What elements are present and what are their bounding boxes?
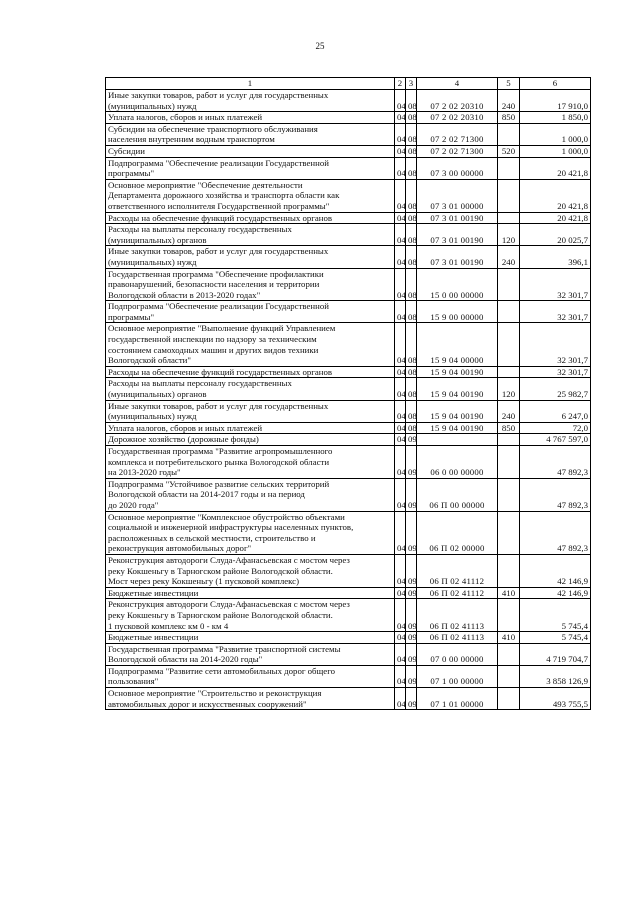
row-name-line: Основное мероприятие "Выполнение функций Управлением: [108, 323, 336, 334]
row-name-line: Департамента дорожного хозяйства и транспорта области как: [108, 190, 340, 201]
expense-type-cell: 120: [498, 378, 520, 400]
table-row: [106, 90, 591, 112]
table-row: [106, 643, 591, 665]
subsection-code-cell: 08: [406, 378, 417, 400]
row-name-line: пользования": [108, 676, 159, 687]
expense-type-cell: [498, 323, 520, 366]
section-code-cell: 04: [395, 224, 406, 246]
target-article-cell: 06 П 02 41113: [417, 599, 498, 632]
expense-type-cell: [498, 434, 520, 446]
row-name-cell: [106, 157, 395, 179]
target-article-cell: 15 9 04 00190: [417, 400, 498, 422]
row-name-cell: [106, 400, 395, 422]
row-name-cell: [106, 212, 395, 224]
expense-type-cell: [498, 643, 520, 665]
amount-cell: 47 892,3: [520, 511, 591, 554]
row-name-line: до 2020 года": [108, 499, 159, 510]
expense-type-cell: [498, 554, 520, 587]
section-code-cell: 04: [395, 157, 406, 179]
row-name-line: правонарушений, безопасности населения и территории: [108, 279, 320, 290]
table-row: [106, 224, 591, 246]
expense-type-cell: 240: [498, 90, 520, 112]
target-article-cell: 06 П 02 41112: [417, 554, 498, 587]
subsection-code-cell: 09: [406, 511, 417, 554]
target-article-cell: 15 9 04 00000: [417, 323, 498, 366]
row-name-cell: [106, 665, 395, 687]
table-row: [106, 587, 591, 599]
target-article-cell: 07 2 02 71300: [417, 145, 498, 157]
subsection-code-cell: 09: [406, 434, 417, 446]
table-row: [106, 478, 591, 511]
target-article-cell: 06 П 02 00000: [417, 511, 498, 554]
row-name-line: Бюджетные инвестиции: [108, 587, 199, 598]
row-name-line: Субсидии на обеспечение транспортного обслуживания: [108, 123, 318, 134]
section-code-cell: 04: [395, 632, 406, 644]
subsection-code-cell: 08: [406, 366, 417, 378]
table-row: [106, 323, 591, 366]
amount-cell: 1 000,0: [520, 145, 591, 157]
section-code-cell: 04: [395, 90, 406, 112]
section-code-cell: 04: [395, 301, 406, 323]
subsection-code-cell: 08: [406, 224, 417, 246]
table-row: [106, 157, 591, 179]
row-name-line: расположенных в сельской местности, строительство и: [108, 532, 316, 543]
row-name-line: ответственного исполнителя Государственной программы": [108, 200, 330, 211]
target-article-cell: 06 П 02 41112: [417, 587, 498, 599]
row-name-line: 1 пусковой комплекс км 0 - км 4: [108, 620, 229, 631]
row-name-line: Вологодской области на 2014-2017 годы и на период: [108, 489, 305, 500]
subsection-code-cell: 09: [406, 446, 417, 479]
table-row: [106, 301, 591, 323]
section-code-cell: 04: [395, 665, 406, 687]
target-article-cell: 06 П 00 00000: [417, 478, 498, 511]
section-code-cell: 04: [395, 587, 406, 599]
expense-type-cell: 410: [498, 587, 520, 599]
section-code-cell: 04: [395, 478, 406, 511]
row-name-line: Иные закупки товаров, работ и услуг для государственных: [108, 246, 329, 257]
subsection-code-cell: 08: [406, 323, 417, 366]
amount-cell: 32 301,7: [520, 323, 591, 366]
header-col-6: 6: [520, 78, 591, 90]
expense-type-cell: [498, 599, 520, 632]
table-row: [106, 434, 591, 446]
row-name-line: Расходы на выплаты персоналу государственных: [108, 224, 292, 235]
target-article-cell: 15 9 04 00190: [417, 422, 498, 434]
subsection-code-cell: 08: [406, 179, 417, 212]
row-name-cell: [106, 688, 395, 710]
row-name-cell: [106, 323, 395, 366]
target-article-cell: 07 3 01 00000: [417, 179, 498, 212]
section-code-cell: 04: [395, 643, 406, 665]
row-name-line: автомобильных дорог и искусственных сооружений": [108, 698, 307, 709]
subsection-code-cell: 08: [406, 268, 417, 301]
header-row: [106, 78, 591, 90]
expense-type-cell: 850: [498, 112, 520, 124]
target-article-cell: 06 П 02 41113: [417, 632, 498, 644]
page-number: 25: [315, 41, 325, 51]
row-name-cell: [106, 587, 395, 599]
amount-cell: 5 745,4: [520, 632, 591, 644]
row-name-line: Подпрограмма "Устойчивое развитие сельских территорий: [108, 478, 330, 489]
amount-cell: 42 146,9: [520, 587, 591, 599]
row-name-cell: [106, 478, 395, 511]
row-name-cell: [106, 224, 395, 246]
target-article-cell: 07 3 01 00190: [417, 224, 498, 246]
section-code-cell: 04: [395, 366, 406, 378]
section-code-cell: 04: [395, 179, 406, 212]
expense-type-cell: 410: [498, 632, 520, 644]
expense-type-cell: [498, 301, 520, 323]
row-name-line: Основное мероприятие "Строительство и реконструкция: [108, 688, 322, 699]
expense-type-cell: [498, 212, 520, 224]
table-row: [106, 212, 591, 224]
row-name-cell: [106, 112, 395, 124]
section-code-cell: 04: [395, 422, 406, 434]
row-name-line: Реконструкция автодороги Слуда-Афанасьевская с мостом через: [108, 554, 350, 565]
row-name-cell: [106, 632, 395, 644]
row-name-line: реку Кокшеньгу в Тарногском районе Вологодской области.: [108, 609, 333, 620]
amount-cell: 47 892,3: [520, 446, 591, 479]
row-name-line: Реконструкция автодороги Слуда-Афанасьевская с мостом через: [108, 599, 350, 610]
subsection-code-cell: 09: [406, 587, 417, 599]
section-code-cell: 04: [395, 688, 406, 710]
section-code-cell: 04: [395, 323, 406, 366]
row-name-line: социальной и инженерной инфраструктуры населенных пунктов,: [108, 522, 354, 533]
row-name-line: Государственная программа "Обеспечение профилактики: [108, 268, 324, 279]
amount-cell: 3 858 126,9: [520, 665, 591, 687]
row-name-cell: [106, 511, 395, 554]
subsection-code-cell: 08: [406, 123, 417, 145]
subsection-code-cell: 09: [406, 643, 417, 665]
row-name-line: (муниципальных) нужд: [108, 100, 197, 111]
expense-type-cell: [498, 179, 520, 212]
amount-cell: 32 301,7: [520, 366, 591, 378]
expense-type-cell: [498, 511, 520, 554]
subsection-code-cell: 08: [406, 301, 417, 323]
table-row: [106, 179, 591, 212]
row-name-cell: [106, 434, 395, 446]
row-name-cell: [106, 246, 395, 268]
row-name-cell: [106, 643, 395, 665]
expense-type-cell: [498, 157, 520, 179]
budget-table: [105, 77, 591, 710]
row-name-line: Дорожное хозяйство (дорожные фонды): [108, 434, 259, 445]
row-name-cell: [106, 554, 395, 587]
row-name-line: (муниципальных) органов: [108, 234, 207, 245]
amount-cell: 6 247,0: [520, 400, 591, 422]
row-name-line: программы": [108, 168, 155, 179]
amount-cell: 1 000,0: [520, 123, 591, 145]
row-name-cell: [106, 378, 395, 400]
section-code-cell: 04: [395, 145, 406, 157]
amount-cell: 32 301,7: [520, 268, 591, 301]
amount-cell: 4 719 704,7: [520, 643, 591, 665]
expense-type-cell: 240: [498, 400, 520, 422]
subsection-code-cell: 08: [406, 422, 417, 434]
target-article-cell: 07 2 02 20310: [417, 112, 498, 124]
row-name-line: (муниципальных) нужд: [108, 411, 197, 422]
expense-type-cell: 850: [498, 422, 520, 434]
row-name-line: Подпрограмма "Обеспечение реализации Государственной: [108, 301, 329, 312]
row-name-cell: [106, 145, 395, 157]
table-row: [106, 422, 591, 434]
row-name-line: Государственная программа "Развитие агропромышленного: [108, 446, 333, 456]
row-name-cell: [106, 301, 395, 323]
row-name-line: Государственная программа "Развитие транспортной системы: [108, 643, 341, 654]
row-name-line: Иные закупки товаров, работ и услуг для государственных: [108, 400, 329, 411]
target-article-cell: 15 0 00 00000: [417, 268, 498, 301]
section-code-cell: 04: [395, 400, 406, 422]
section-code-cell: 04: [395, 268, 406, 301]
amount-cell: 32 301,7: [520, 301, 591, 323]
amount-cell: 493 755,5: [520, 688, 591, 710]
row-name-line: Иные закупки товаров, работ и услуг для государственных: [108, 90, 329, 100]
row-name-line: населения внутренним водным транспортом: [108, 134, 275, 145]
table-row: [106, 366, 591, 378]
row-name-line: Мост через реку Кокшеньгу (1 пусковой комплекс): [108, 576, 300, 587]
subsection-code-cell: 09: [406, 688, 417, 710]
row-name-line: государственной инспекции по надзору за техническим: [108, 334, 317, 345]
row-name-line: (муниципальных) органов: [108, 389, 207, 400]
row-name-line: Вологодской области в 2013-2020 годах": [108, 289, 261, 300]
section-code-cell: 04: [395, 112, 406, 124]
row-name-line: Расходы на выплаты персоналу государственных: [108, 378, 292, 389]
row-name-line: Подпрограмма "Обеспечение реализации Государственной: [108, 157, 329, 168]
target-article-cell: 15 9 04 00190: [417, 366, 498, 378]
row-name-line: Уплата налогов, сборов и иных платежей: [108, 112, 263, 123]
section-code-cell: 04: [395, 554, 406, 587]
amount-cell: 5 745,4: [520, 599, 591, 632]
amount-cell: 20 421,8: [520, 157, 591, 179]
expense-type-cell: 240: [498, 246, 520, 268]
amount-cell: 4 767 597,0: [520, 434, 591, 446]
table-row: [106, 123, 591, 145]
amount-cell: 1 850,0: [520, 112, 591, 124]
target-article-cell: 07 0 00 00000: [417, 643, 498, 665]
expense-type-cell: [498, 446, 520, 479]
header-col-2: 2: [395, 78, 406, 90]
target-article-cell: 07 3 00 00000: [417, 157, 498, 179]
row-name-cell: [106, 123, 395, 145]
subsection-code-cell: 08: [406, 246, 417, 268]
row-name-cell: [106, 599, 395, 632]
subsection-code-cell: 09: [406, 599, 417, 632]
section-code-cell: 04: [395, 246, 406, 268]
row-name-line: Бюджетные инвестиции: [108, 632, 199, 643]
table-row: [106, 599, 591, 632]
table-row: [106, 554, 591, 587]
amount-cell: 20 421,8: [520, 212, 591, 224]
subsection-code-cell: 08: [406, 112, 417, 124]
table-row: [106, 446, 591, 479]
subsection-code-cell: 08: [406, 212, 417, 224]
row-name-line: Основное мероприятие "Обеспечение деятельности: [108, 179, 303, 190]
row-name-line: комплекса и потребительского рынка Вологодской области: [108, 456, 330, 467]
subsection-code-cell: 08: [406, 157, 417, 179]
row-name-cell: [106, 268, 395, 301]
row-name-line: Уплата налогов, сборов и иных платежей: [108, 422, 263, 433]
row-name-line: на 2013-2020 годы": [108, 467, 181, 478]
row-name-line: реку Кокшеньгу в Тарногском районе Вологодской области.: [108, 565, 333, 576]
section-code-cell: 04: [395, 446, 406, 479]
amount-cell: 20 025,7: [520, 224, 591, 246]
row-name-line: Основное мероприятие "Комплексное обустройство объектами: [108, 511, 345, 522]
subsection-code-cell: 08: [406, 400, 417, 422]
row-name-cell: [106, 366, 395, 378]
amount-cell: 396,1: [520, 246, 591, 268]
table-body: [106, 90, 591, 710]
table-row: [106, 400, 591, 422]
row-name-cell: [106, 179, 395, 212]
expense-type-cell: [498, 123, 520, 145]
row-name-cell: [106, 422, 395, 434]
section-code-cell: 04: [395, 123, 406, 145]
row-name-line: Расходы на обеспечение функций государственных органов: [108, 212, 333, 223]
subsection-code-cell: 08: [406, 145, 417, 157]
target-article-cell: 15 9 00 00000: [417, 301, 498, 323]
amount-cell: 47 892,3: [520, 478, 591, 511]
target-article-cell: 07 3 01 00190: [417, 212, 498, 224]
subsection-code-cell: 09: [406, 554, 417, 587]
expense-type-cell: [498, 268, 520, 301]
table-row: [106, 112, 591, 124]
section-code-cell: 04: [395, 212, 406, 224]
amount-cell: 25 982,7: [520, 378, 591, 400]
table-row: [106, 268, 591, 301]
row-name-line: программы": [108, 311, 155, 322]
subsection-code-cell: 09: [406, 665, 417, 687]
target-article-cell: [417, 434, 498, 446]
section-code-cell: 04: [395, 434, 406, 446]
expense-type-cell: [498, 665, 520, 687]
row-name-line: (муниципальных) нужд: [108, 256, 197, 267]
amount-cell: 20 421,8: [520, 179, 591, 212]
table-row: [106, 688, 591, 710]
target-article-cell: 15 9 04 00190: [417, 378, 498, 400]
row-name-cell: [106, 446, 395, 479]
subsection-code-cell: 08: [406, 90, 417, 112]
target-article-cell: 07 2 02 20310: [417, 90, 498, 112]
row-name-line: состоянием самоходных машин и других видов техники: [108, 344, 319, 355]
row-name-line: Субсидии: [108, 145, 145, 156]
subsection-code-cell: 09: [406, 478, 417, 511]
expense-type-cell: [498, 478, 520, 511]
table-row: [106, 665, 591, 687]
row-name-line: Вологодской области на 2014-2020 годы": [108, 654, 263, 665]
header-col-1: 1: [106, 78, 395, 90]
section-code-cell: 04: [395, 511, 406, 554]
target-article-cell: 07 2 02 71300: [417, 123, 498, 145]
header-col-5: 5: [498, 78, 520, 90]
target-article-cell: 07 1 00 00000: [417, 665, 498, 687]
expense-type-cell: 520: [498, 145, 520, 157]
subsection-code-cell: 09: [406, 632, 417, 644]
row-name-line: Расходы на обеспечение функций государственных органов: [108, 366, 333, 377]
row-name-cell: [106, 90, 395, 112]
header-col-4: 4: [417, 78, 498, 90]
table-row: [106, 378, 591, 400]
expense-type-cell: [498, 366, 520, 378]
row-name-line: Подпрограмма "Развитие сети автомобильных дорог общего: [108, 665, 335, 676]
table-row: [106, 145, 591, 157]
table-row: [106, 511, 591, 554]
target-article-cell: 06 0 00 00000: [417, 446, 498, 479]
expense-type-cell: [498, 688, 520, 710]
row-name-line: Вологодской области": [108, 355, 191, 366]
section-code-cell: 04: [395, 378, 406, 400]
table-row: [106, 246, 591, 268]
row-name-line: реконструкция автомобильных дорог": [108, 543, 252, 554]
amount-cell: 42 146,9: [520, 554, 591, 587]
header-col-3: 3: [406, 78, 417, 90]
amount-cell: 17 910,0: [520, 90, 591, 112]
amount-cell: 72,0: [520, 422, 591, 434]
table-header: [106, 78, 591, 90]
expense-type-cell: 120: [498, 224, 520, 246]
table-row: [106, 632, 591, 644]
target-article-cell: 07 3 01 00190: [417, 246, 498, 268]
target-article-cell: 07 1 01 00000: [417, 688, 498, 710]
section-code-cell: 04: [395, 599, 406, 632]
